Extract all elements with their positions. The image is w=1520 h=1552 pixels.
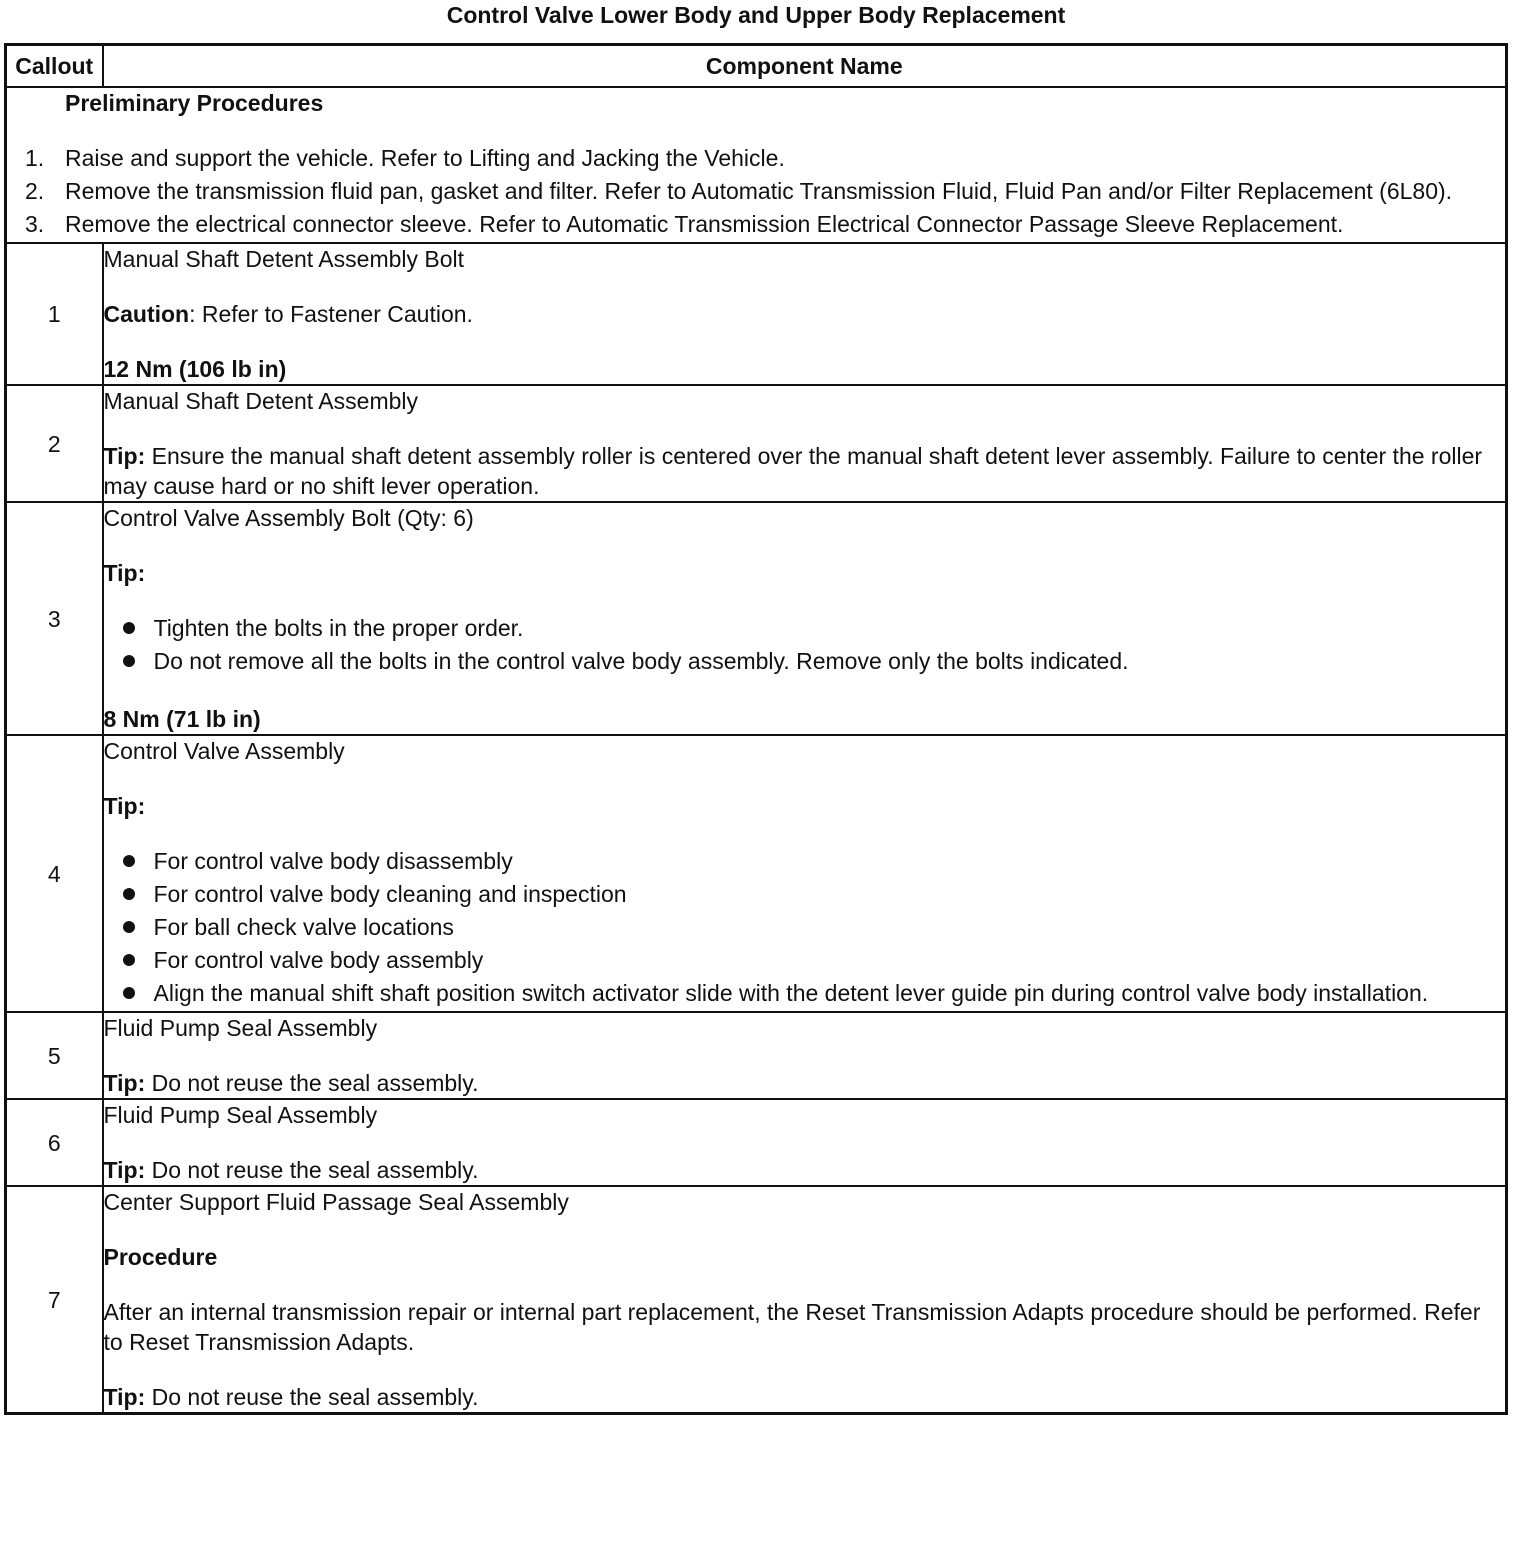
component-name: Center Support Fluid Passage Seal Assembly — [103, 1189, 569, 1215]
bullet-icon — [123, 987, 135, 999]
step-number: 2. — [25, 178, 45, 204]
callout-number: 7 — [6, 1186, 103, 1414]
tip-label: Tip: — [103, 560, 146, 586]
list-item: For ball check valve locations — [104, 912, 1506, 942]
preliminary-row — [6, 87, 1507, 243]
tip-note — [104, 441, 1506, 501]
tip-label: Tip: — [103, 1384, 146, 1410]
component-name: Manual Shaft Detent Assembly — [103, 388, 418, 414]
list-item: Tighten the bolts in the proper order. — [104, 613, 1506, 643]
table-row — [6, 1012, 1507, 1099]
step-text: Remove the transmission fluid pan, gasket and filter. Refer to Automatic Transmission Fluid, Fluid Pan and/or Filter Replacement (6L80). — [65, 178, 1453, 204]
preliminary-steps — [7, 143, 1505, 239]
step-number: 3. — [25, 211, 45, 237]
component-name: Fluid Pump Seal Assembly — [103, 1015, 378, 1041]
tip-bullet-list — [104, 613, 1506, 676]
component-cell — [103, 1099, 1507, 1186]
step-text: Raise and support the vehicle. Refer to Lifting and Jacking the Vehicle. — [65, 145, 785, 171]
preliminary-step — [7, 143, 1505, 173]
table-row — [6, 502, 1507, 735]
bullet-icon — [123, 954, 135, 966]
list-item: For control valve body cleaning and inspection — [104, 879, 1506, 909]
document-title: Control Valve Lower Body and Upper Body Replacement — [446, 2, 1066, 28]
table-row — [6, 1099, 1507, 1186]
step-text: Remove the electrical connector sleeve. Refer to Automatic Transmission Electrical Connector Passage Sleeve Replacement. — [65, 211, 1344, 237]
table-row — [6, 385, 1507, 502]
component-cell — [103, 385, 1507, 502]
component-cell — [103, 735, 1507, 1012]
callout-number: 2 — [6, 385, 103, 502]
component-cell — [103, 502, 1507, 735]
tip-label: Tip: — [103, 793, 146, 819]
procedure-text: After an internal transmission repair or internal part replacement, the Reset Transmission Adapts procedure should be performed. Refer to Reset Transmission Adapts. — [103, 1299, 1481, 1355]
component-cell — [103, 243, 1507, 385]
bullet-icon — [123, 622, 135, 634]
torque-spec: 12 Nm (106 lb in) — [103, 356, 287, 382]
table-row — [6, 243, 1507, 385]
component-name: Fluid Pump Seal Assembly — [103, 1102, 378, 1128]
table-row — [6, 735, 1507, 1012]
list-item: For control valve body assembly — [104, 945, 1506, 975]
tip-label: Tip: — [103, 1070, 146, 1096]
bullet-icon — [123, 855, 135, 867]
preliminary-cell — [6, 87, 1507, 243]
list-item: Do not remove all the bolts in the control valve body assembly. Remove only the bolts indicated. — [104, 646, 1506, 676]
bullet-icon — [123, 655, 135, 667]
callout-number: 5 — [6, 1012, 103, 1099]
list-item: For control valve body disassembly — [104, 846, 1506, 876]
callout-number: 6 — [6, 1099, 103, 1186]
procedure-label: Procedure — [103, 1244, 218, 1270]
header-component-name: Component Name — [103, 45, 1507, 88]
tip-label: Tip: — [103, 443, 146, 469]
caution-text: : Refer to Fastener Caution. — [189, 301, 473, 327]
component-name: Control Valve Assembly Bolt (Qty: 6) — [103, 505, 474, 531]
tip-text: Ensure the manual shaft detent assembly roller is centered over the manual shaft detent lever assembly. Failure to center the roller may cause hard or no shift lever operation. — [103, 443, 1483, 499]
component-name: Manual Shaft Detent Assembly Bolt — [103, 246, 465, 272]
tip-note — [104, 1382, 1506, 1412]
preliminary-step — [7, 176, 1505, 206]
preliminary-heading: Preliminary Procedures — [65, 90, 324, 116]
tip-text: Do not reuse the seal assembly. — [145, 1384, 479, 1410]
caution-note — [104, 299, 1506, 329]
list-item: Align the manual shift shaft position switch activator slide with the detent lever guide pin during control valve body installation. — [104, 978, 1506, 1008]
bullet-icon — [123, 921, 135, 933]
tip-text: Do not reuse the seal assembly. — [145, 1157, 479, 1183]
caution-label: Caution — [103, 301, 190, 327]
component-table — [4, 43, 1508, 1415]
table-header-row — [6, 45, 1507, 88]
callout-number: 3 — [6, 502, 103, 735]
preliminary-step — [7, 209, 1505, 239]
callout-number: 4 — [6, 735, 103, 1012]
callout-number: 1 — [6, 243, 103, 385]
tip-note — [104, 1068, 1506, 1098]
step-number: 1. — [25, 145, 45, 171]
bullet-icon — [123, 888, 135, 900]
table-row — [6, 1186, 1507, 1414]
component-cell — [103, 1186, 1507, 1414]
component-cell — [103, 1012, 1507, 1099]
torque-spec: 8 Nm (71 lb in) — [103, 706, 261, 732]
component-name: Control Valve Assembly — [103, 738, 345, 764]
tip-note — [104, 1155, 1506, 1185]
tip-bullet-list — [104, 846, 1506, 1008]
tip-text: Do not reuse the seal assembly. — [145, 1070, 479, 1096]
header-callout: Callout — [6, 45, 103, 88]
tip-label: Tip: — [103, 1157, 146, 1183]
